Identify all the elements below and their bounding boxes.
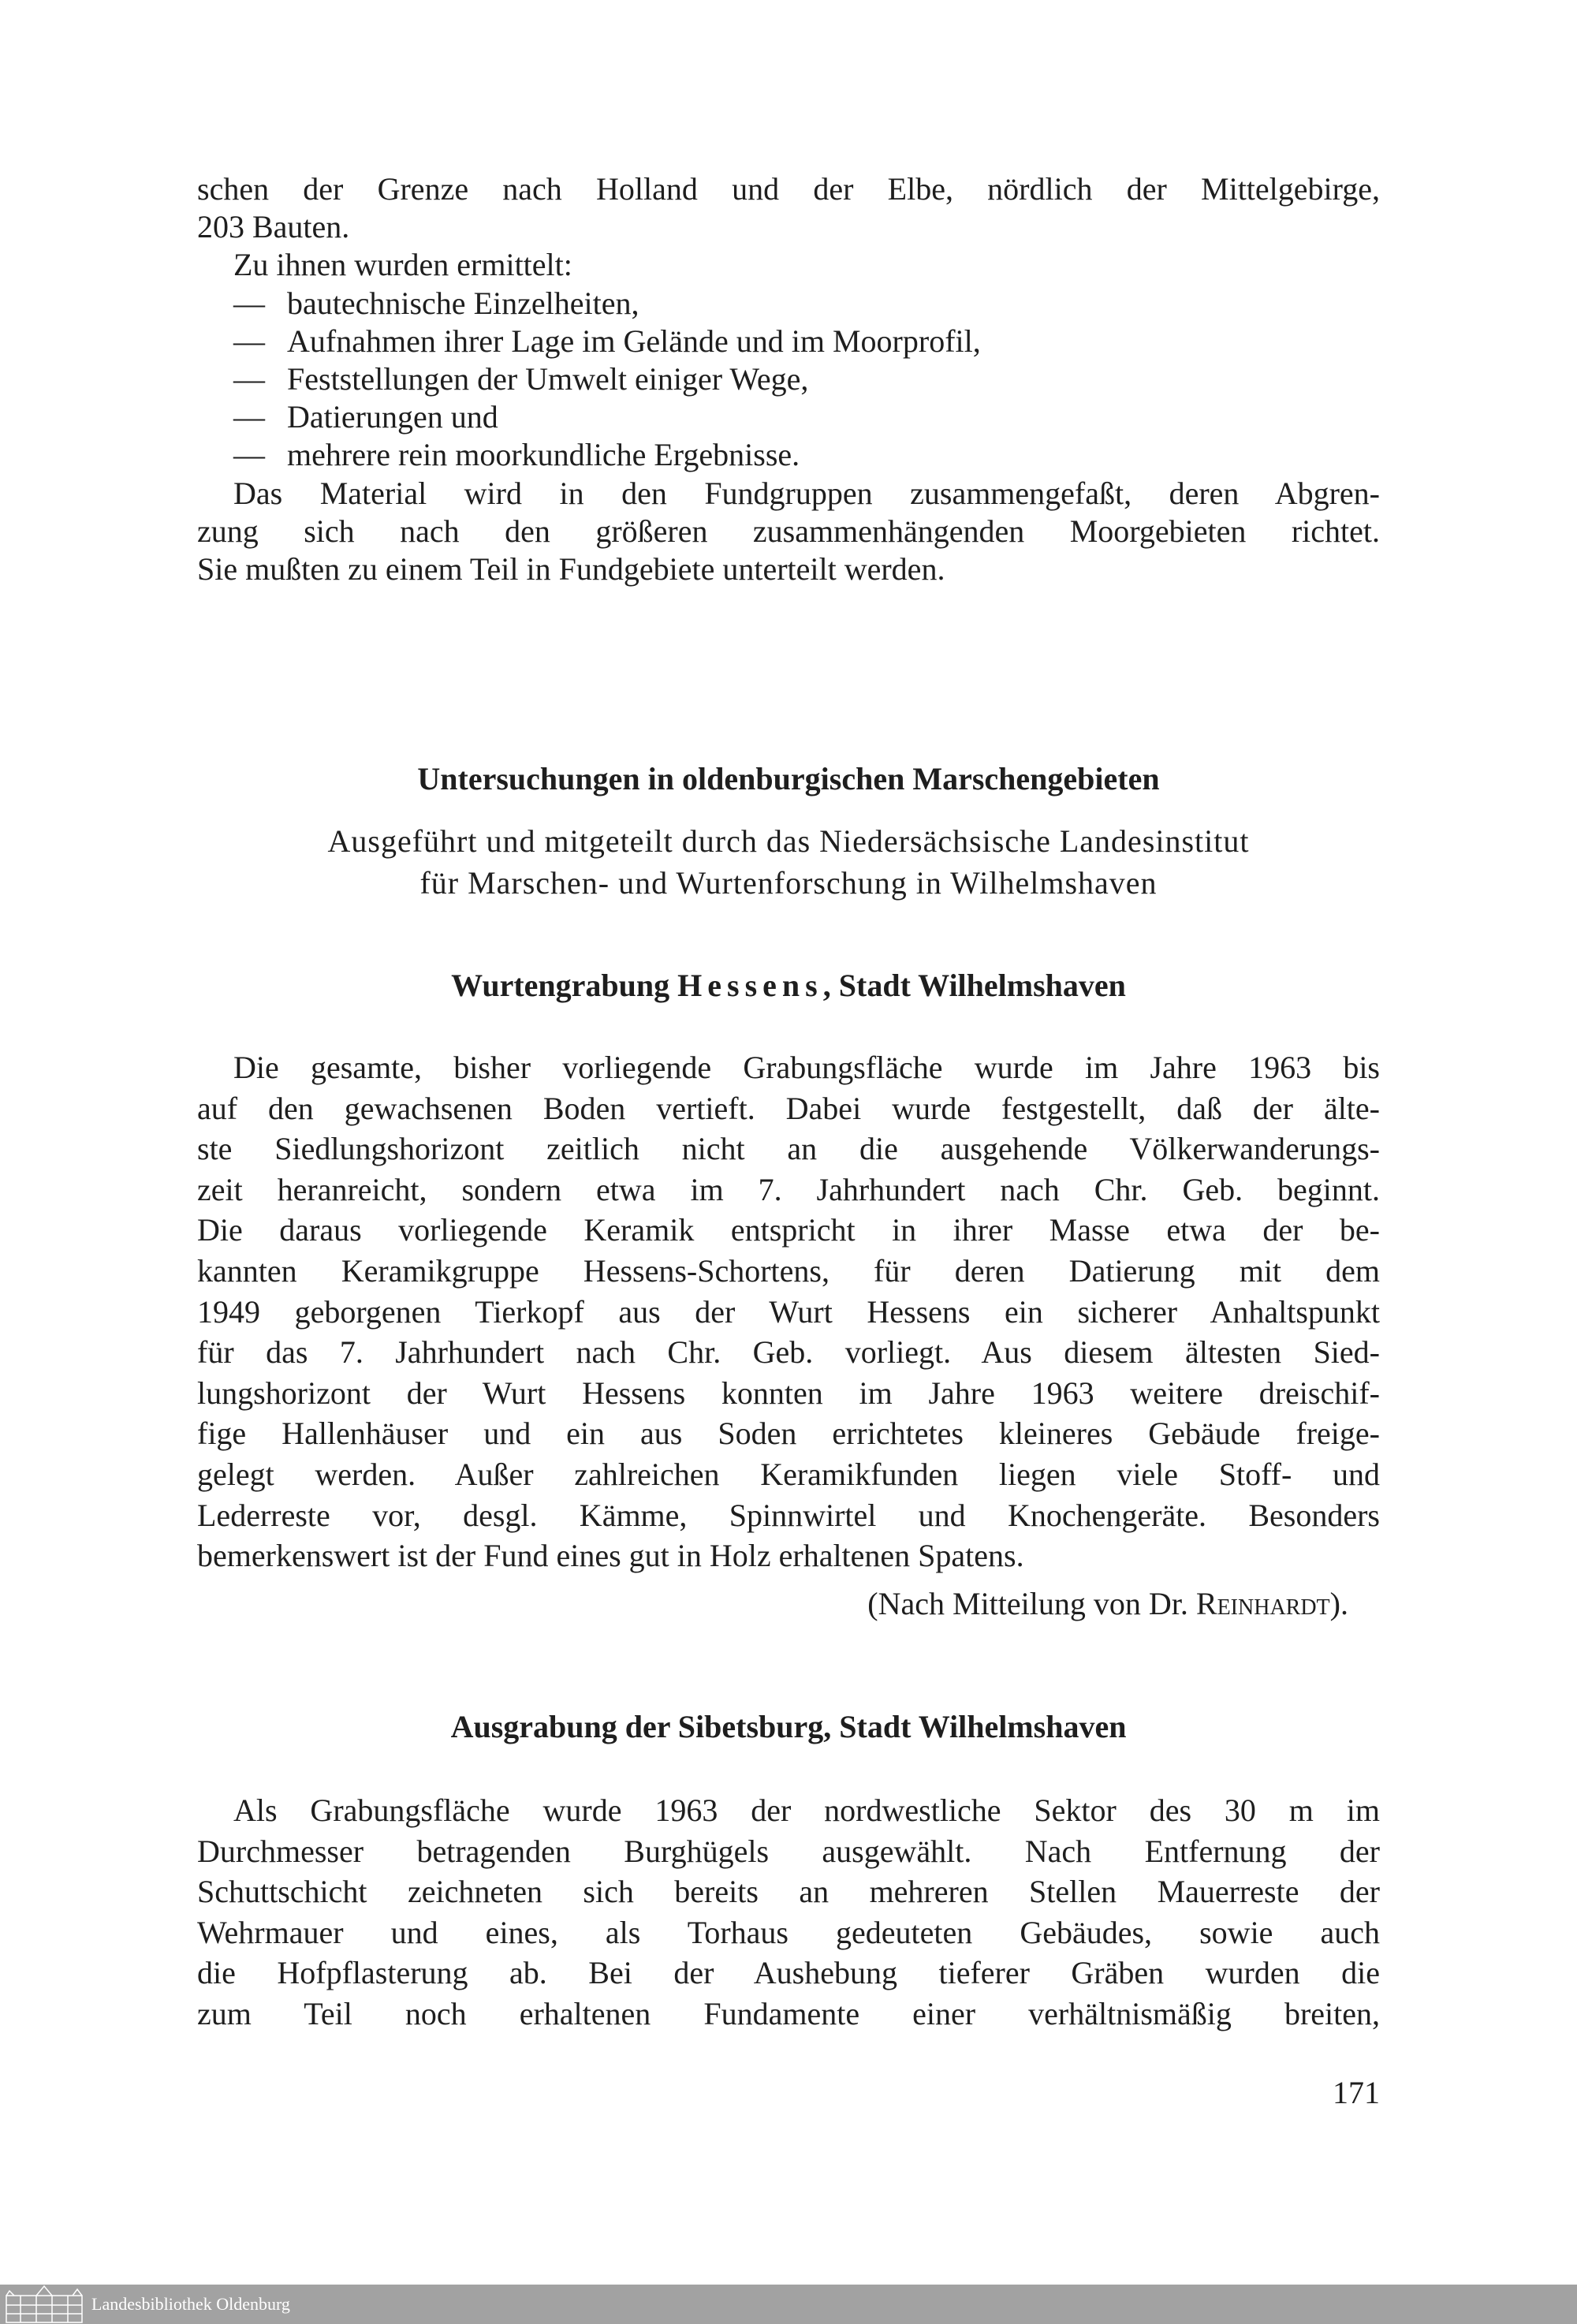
list-item-text: Datierungen und [287,399,498,435]
subtitle-line: für Marschen- und Wurtenforschung in Wilhelmshaven [419,865,1158,901]
sibetsburg-heading: Ausgrabung der Sibetsburg, Stadt Wilhelmshaven [450,1709,1127,1744]
list-item [197,436,1380,474]
text-line: 203 Bauten. [197,209,350,245]
list-item-text: mehrere rein moorkundliche Ergebnisse. [287,437,800,473]
text-line: Die gesamte, bisher vorliegende Grabungsfläche wurde im Jahre 1963 bis [233,1050,1380,1085]
list-item-text: Aufnahmen ihrer Lage im Gelände und im Moorprofil, [287,323,981,359]
sibetsburg-paragraph [197,1790,1380,2035]
heading-text: Wurtengrabung [451,968,678,1003]
subtitle-line: Ausgeführt und mitgeteilt durch das Niedersächsische Landesinstitut [327,823,1250,859]
text-line: Zu ihnen wurden ermittelt: [233,247,572,283]
text-line: schen der Grenze nach Holland und der Elbe, nördlich der Mittelgebirge, [197,171,1380,207]
text-line: Sie mußten zu einem Teil in Fundgebiete unterteilt werden. [197,551,945,588]
text-line: die Hofpflasterung ab. Bei der Aushebung tieferer Gräben wurden die [197,1955,1380,1991]
list-item [197,323,1380,360]
heading-text: , Stadt Wilhelmshaven [822,968,1126,1003]
list-item-text: bautechnische Einzelheiten, [287,285,639,321]
dash-bullet: — [233,323,265,359]
author-name: Reinhardt [1195,1586,1330,1621]
list-item [197,398,1380,436]
section-heading: Untersuchungen in oldenburgischen Marschengebieten [417,761,1160,796]
text-line: zung sich nach den größeren zusammenhängenden Moorgebieten richtet. [197,513,1380,549]
dash-bullet: — [233,285,265,321]
attribution-text: (Nach Mitteilung von Dr. [867,1586,1196,1621]
text-line: ste Siedlungshorizont zeitlich nicht an die ausgehende Völkerwanderungs- [197,1131,1380,1167]
library-footer-bar [0,2285,1577,2324]
text-line: 1949 geborgenen Tierkopf aus der Wurt Hessens ein sicherer Anhaltspunkt [197,1293,1380,1330]
hessens-paragraph [197,1047,1380,1576]
page-number: 171 [1333,2075,1380,2110]
attribution-text: ). [1329,1586,1348,1621]
section-subtitle [197,820,1380,904]
library-name: Landesbibliothek Oldenburg [91,2294,290,2314]
text-line: zeit heranreicht, sondern etwa im 7. Jahrhundert nach Chr. Geb. beginnt. [197,1171,1380,1207]
text-line: fige Hallenhäuser und ein aus Soden errichtetes kleineres Gebäude freige- [197,1416,1380,1452]
text-line: Als Grabungsfläche wurde 1963 der nordwestliche Sektor des 30 m im [233,1792,1380,1828]
text-line: für das 7. Jahrhundert nach Chr. Geb. vorliegt. Aus diesem ältesten Sied- [197,1334,1380,1371]
text-line: kannten Keramikgruppe Hessens-Schortens, für deren Datierung mit dem [197,1252,1380,1289]
text-line: bemerkenswert ist der Fund eines gut in Holz erhaltenen Spatens. [197,1538,1024,1574]
text-line: Durchmesser betragenden Burghügels ausgewählt. Nach Entfernung der [197,1833,1380,1869]
list-item [197,360,1380,398]
text-line: auf den gewachsenen Boden vertieft. Dabei wurde festgestellt, daß der älte- [197,1090,1380,1126]
dash-bullet: — [233,437,265,473]
intro-block [197,170,1380,588]
list-item [197,285,1380,323]
text-line: Schuttschicht zeichneten sich bereits an mehreren Stellen Mauerreste der [197,1874,1380,1910]
text-line: Wehrmauer und eines, als Torhaus gedeuteten Gebäudes, sowie auch [197,1914,1380,1950]
library-building-logo-icon [5,2285,84,2324]
text-line: Lederreste vor, desgl. Kämme, Spinnwirtel und Knochengeräte. Besonders [197,1497,1380,1533]
text-line: gelegt werden. Außer zahlreichen Keramikfunden liegen viele Stoff- und [197,1456,1380,1492]
text-line: zum Teil noch erhaltenen Fundamente einer verhältnismäßig breiten, [197,1995,1380,2031]
text-line: Die daraus vorliegende Keramik entspricht in ihrer Masse etwa der be- [197,1212,1380,1248]
attribution [197,1585,1348,1622]
text-line: lungshorizont der Wurt Hessens konnten im Jahre 1963 weitere dreischif- [197,1375,1380,1411]
heading-spaced-name: Hessens [677,968,823,1003]
dash-bullet: — [233,399,265,435]
hessens-heading [197,967,1380,1004]
list-item-text: Feststellungen der Umwelt einiger Wege, [287,361,809,397]
dash-bullet: — [233,361,265,397]
text-line: Das Material wird in den Fundgruppen zusammengefaßt, deren Abgren- [233,475,1380,511]
